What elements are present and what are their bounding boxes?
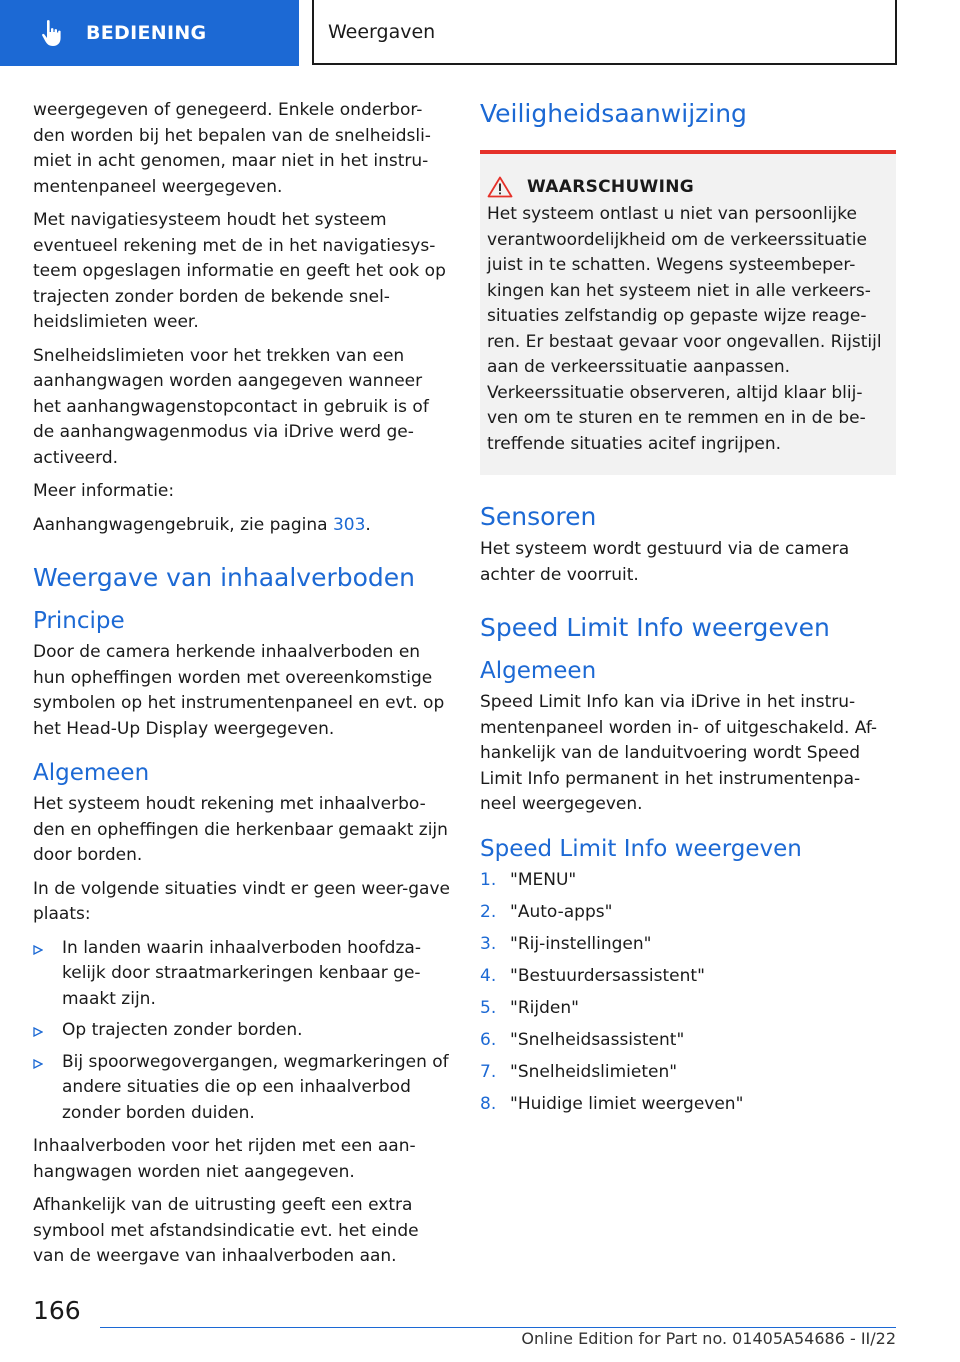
step-item <box>480 932 896 958</box>
heading-overtaking-display: Weergave van inhaalverboden <box>33 563 416 592</box>
reference-end: . <box>365 514 371 535</box>
warning-title: WAARSCHUWING <box>527 177 695 197</box>
heading-principle: Principe <box>33 608 125 634</box>
step-text: "MENU" <box>510 869 577 890</box>
steps-list <box>480 868 896 1118</box>
situations-list <box>33 936 451 1127</box>
hand-pointer-icon <box>40 19 66 47</box>
paragraph: Het systeem houdt rekening met inhaalverbo-den en opheffingen die herkenbaar gemaakt zijn door borden. <box>33 794 448 865</box>
warning-triangle-icon <box>487 176 513 198</box>
section-tab[interactable] <box>0 0 299 66</box>
paragraph: weergegeven of genegeerd. Enkele onderbor-den worden bij het bepalen van de snelheidsli-miet in acht genomen, maar niet in het instru-mentenpaneel weergegeven. <box>33 100 431 197</box>
paragraph: Met navigatiesysteem houdt het systeem eventueel rekening met de in het navigatiesys-teem opgeslagen informatie en geeft het ook op trajecten zonder borden de bekende snel-heidslimieten weer. <box>33 210 446 332</box>
paragraph: In de volgende situaties vindt er geen weer-gave plaats: <box>33 878 450 924</box>
list-item-text: Op trajecten zonder borden. <box>62 1020 303 1040</box>
right-column <box>480 98 896 1124</box>
triangle-bullet-icon <box>33 1027 43 1037</box>
paragraph: Afhankelijk van de uitrusting geeft een extra symbool met afstandsindicatie evt. het einde van de weergave van inhaalverboden aan. <box>33 1195 419 1266</box>
step-item <box>480 996 896 1022</box>
heading-speed-limit-info-display: Speed Limit Info weergeven <box>480 835 802 862</box>
step-item <box>480 1092 896 1118</box>
page-number: 166 <box>33 1296 81 1325</box>
step-text: "Snelheidsassistent" <box>510 1029 685 1050</box>
step-number: 1. <box>480 869 497 890</box>
list-item <box>33 936 451 1013</box>
reference-text: Aanhangwagengebruik, zie pagina <box>33 514 333 535</box>
heading-sensors: Sensoren <box>480 502 597 531</box>
step-item <box>480 1060 896 1086</box>
footer-divider <box>100 1327 896 1328</box>
heading-safety: Veiligheidsaanwijzing <box>480 99 747 128</box>
chapter-title: Weergaven <box>328 20 436 43</box>
left-column <box>33 98 451 1278</box>
page-link-303[interactable]: 303 <box>332 514 366 535</box>
heading-speed-limit-info: Speed Limit Info weergeven <box>480 613 830 642</box>
list-item-text: Bij spoorwegovergangen, wegmarkeringen of andere situaties die op een inhaalverbod zonder borden duiden. <box>62 1051 449 1123</box>
paragraph: Meer informatie: <box>33 481 175 501</box>
triangle-bullet-icon <box>33 945 43 955</box>
page-header <box>0 0 960 66</box>
step-item <box>480 868 896 894</box>
list-item-text: In landen waarin inhaalverboden hoofdza-kelijk door straatmarkeringen kenbaar ge-maakt zijn. <box>62 937 421 1009</box>
step-number: 8. <box>480 1093 497 1114</box>
step-text: "Snelheidslimieten" <box>510 1061 678 1082</box>
step-text: "Auto-apps" <box>510 901 613 922</box>
list-item <box>33 1018 451 1044</box>
step-number: 7. <box>480 1061 497 1082</box>
step-number: 5. <box>480 997 497 1018</box>
section-title: BEDIENING <box>86 22 207 44</box>
heading-general: Algemeen <box>480 658 597 684</box>
step-number: 3. <box>480 933 497 954</box>
reference-paragraph <box>33 513 451 539</box>
step-item <box>480 1028 896 1054</box>
step-item <box>480 964 896 990</box>
step-text: "Huidige limiet weergeven" <box>510 1093 744 1114</box>
step-number: 6. <box>480 1029 497 1050</box>
list-item <box>33 1050 451 1127</box>
step-text: "Rijden" <box>510 997 579 1018</box>
step-number: 2. <box>480 901 497 922</box>
step-text: "Bestuurdersassistent" <box>510 965 705 986</box>
paragraph: Speed Limit Info kan via iDrive in het instru-mentenpaneel worden in- of uitgeschakeld. Af-hankelijk van de landuitvoering wordt Speed Limit Info permanent in het instrumentenpa-neel weergegeven. <box>480 692 878 814</box>
paragraph: Door de camera herkende inhaalverboden en hun opheffingen worden met overeenkomstige symbolen op het instrumentenpaneel en evt. op het Head-Up Display weergegeven. <box>33 642 445 739</box>
triangle-bullet-icon <box>33 1059 43 1069</box>
step-number: 4. <box>480 965 497 986</box>
heading-general: Algemeen <box>33 760 150 786</box>
warning-box <box>480 150 896 475</box>
paragraph: Snelheidslimieten voor het trekken van een aanhangwagen worden aangegeven wanneer het aanhangwagenstopcontact in gebruik is of de aanhangwagenmodus via iDrive werd ge-activeerd. <box>33 345 429 468</box>
step-item <box>480 900 896 926</box>
paragraph: Het systeem wordt gestuurd via de camera achter de voorruit. <box>480 539 850 585</box>
warning-text: Het systeem ontlast u niet van persoonlijke verantwoordelijkheid om de verkeerssituatie juist in te schatten. Wegens systeembeper-kingen kan het systeem niet in alle verkeers-situaties zelfstandig op gepaste wijze reage-ren. Er bestaat gevaar voor ongevallen. Rijstijl aan de verkeerssituatie aanpassen. Verkeerssituatie observeren, altijd klaar blij-ven om te sturen en te remmen en in de be-treffende situaties acitef ingrijpen. <box>487 204 882 454</box>
warning-header <box>487 176 884 198</box>
edition-text: Online Edition for Part no. 01405A54686 - II/22 <box>521 1329 896 1348</box>
step-text: "Rij-instellingen" <box>510 933 652 954</box>
chapter-tab[interactable] <box>312 0 897 65</box>
paragraph: Inhaalverboden voor het rijden met een aan-hangwagen worden niet aangegeven. <box>33 1136 416 1182</box>
